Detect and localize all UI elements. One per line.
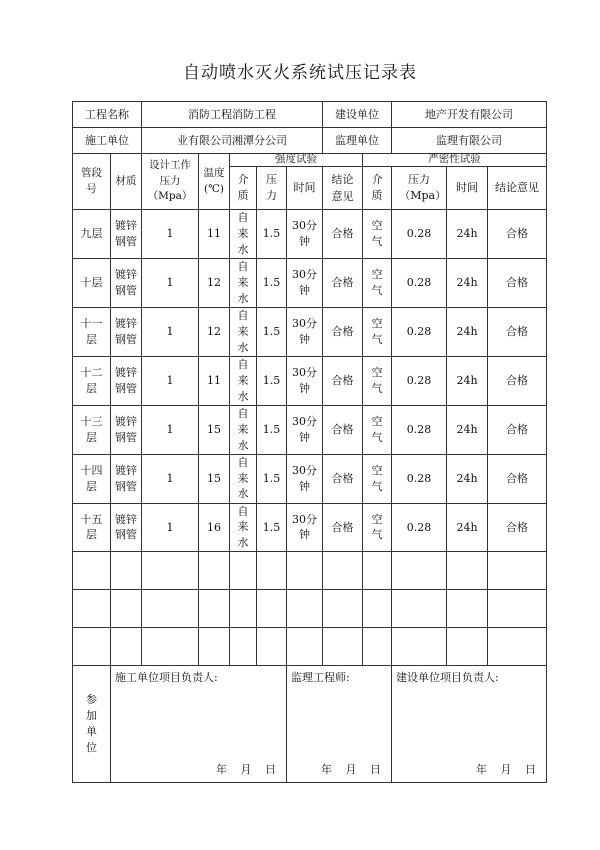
header-design-pressure-text: 设计工作压力（Mpa） — [147, 158, 193, 203]
empty-cell — [287, 628, 323, 666]
strength-pressure-cell: 1.5 — [257, 405, 287, 454]
empty-cell — [488, 590, 547, 628]
design-pressure-cell: 1 — [142, 356, 199, 405]
design-pressure-cell: 1 — [142, 405, 199, 454]
strength-medium-cell-text: 自来水 — [237, 308, 249, 354]
header-t-medium-text: 介质 — [371, 173, 383, 202]
tightness-pressure-cell: 0.28 — [392, 405, 447, 454]
segment-cell-text: 十四层 — [80, 463, 103, 493]
empty-cell — [287, 590, 323, 628]
project-name-value: 消防工程消防工程 — [142, 102, 323, 128]
tightness-medium-cell-text: 空气 — [371, 414, 383, 444]
segment-cell-text: 十三层 — [80, 414, 103, 444]
tightness-medium-cell — [363, 405, 392, 454]
strength-time-cell — [287, 503, 323, 552]
empty-cell — [199, 590, 230, 628]
strength-pressure-cell: 1.5 — [257, 503, 287, 552]
material-cell — [111, 405, 142, 454]
tightness-conclusion-cell: 合格 — [488, 454, 547, 503]
participants-label — [73, 666, 111, 783]
tightness-time-cell: 24h — [447, 405, 488, 454]
empty-cell — [392, 552, 447, 590]
material-cell — [111, 258, 142, 307]
tightness-medium-cell-text: 空气 — [371, 218, 383, 248]
material-cell-text: 镀锌钢管 — [115, 463, 137, 493]
tightness-medium-cell — [363, 503, 392, 552]
empty-cell — [230, 628, 257, 666]
supervisor-signature-label: 监理工程师: — [291, 671, 350, 685]
segment-cell — [73, 405, 111, 454]
empty-cell — [230, 552, 257, 590]
strength-time-cell-text: 30分钟 — [292, 316, 317, 346]
tightness-conclusion-cell: 合格 — [488, 356, 547, 405]
empty-row — [73, 590, 547, 628]
header-t-pressure — [392, 167, 447, 210]
design-pressure-cell: 1 — [142, 210, 199, 259]
empty-cell — [142, 590, 199, 628]
strength-time-cell-text: 30分钟 — [292, 365, 317, 395]
supervisor-signature-date: 年 月 日 — [321, 763, 382, 777]
header-s-pressure-text: 压力 — [266, 173, 277, 202]
strength-conclusion-cell: 合格 — [323, 405, 363, 454]
strength-medium-cell-text: 自来水 — [237, 357, 249, 403]
empty-cell — [323, 628, 363, 666]
temperature-cell: 11 — [199, 210, 230, 259]
tightness-medium-cell-text: 空气 — [371, 463, 383, 493]
tightness-time-cell: 24h — [447, 307, 488, 356]
strength-conclusion-cell: 合格 — [323, 307, 363, 356]
empty-cell — [363, 590, 392, 628]
segment-cell — [73, 356, 111, 405]
strength-pressure-cell: 1.5 — [257, 454, 287, 503]
segment-cell — [73, 210, 111, 259]
tightness-medium-cell-text: 空气 — [371, 267, 383, 297]
supervision-unit-label: 监理单位 — [323, 128, 392, 154]
construction-unit-label: 施工单位 — [73, 128, 142, 154]
empty-cell — [447, 628, 488, 666]
header-s-conclusion-text: 结论意见 — [331, 172, 354, 203]
tightness-conclusion-cell: 合格 — [488, 258, 547, 307]
participants-label-text: 参加单位 — [86, 693, 97, 755]
empty-cell — [142, 552, 199, 590]
temperature-cell: 16 — [199, 503, 230, 552]
build-lead-signature-label: 建设单位项目负责人: — [396, 671, 499, 685]
table-row — [73, 356, 547, 405]
tightness-medium-cell — [363, 210, 392, 259]
header-s-conclusion — [323, 167, 363, 210]
tightness-time-cell: 24h — [447, 356, 488, 405]
strength-time-cell-text: 30分钟 — [292, 218, 317, 248]
tightness-pressure-cell: 0.28 — [392, 307, 447, 356]
temperature-cell: 12 — [199, 307, 230, 356]
strength-pressure-cell: 1.5 — [257, 307, 287, 356]
header-design-pressure — [142, 154, 199, 210]
header-temperature-text: 温度(℃) — [203, 166, 225, 195]
strength-conclusion-cell: 合格 — [323, 454, 363, 503]
tightness-pressure-cell: 0.28 — [392, 454, 447, 503]
empty-cell — [287, 552, 323, 590]
tightness-medium-cell-text: 空气 — [371, 316, 383, 346]
header-material: 材质 — [111, 154, 142, 210]
header-t-pressure-text: 压力（Mpa） — [399, 172, 447, 202]
material-cell-text: 镀锌钢管 — [115, 316, 137, 346]
table-row — [73, 258, 547, 307]
empty-cell — [488, 552, 547, 590]
tightness-pressure-cell: 0.28 — [392, 210, 447, 259]
strength-time-cell — [287, 210, 323, 259]
table-row — [73, 210, 547, 259]
design-pressure-cell: 1 — [142, 258, 199, 307]
segment-cell-text: 十二层 — [80, 365, 103, 395]
tightness-medium-cell-text: 空气 — [371, 365, 383, 395]
empty-cell — [111, 628, 142, 666]
strength-pressure-cell: 1.5 — [257, 356, 287, 405]
tightness-conclusion-cell: 合格 — [488, 405, 547, 454]
tightness-pressure-cell: 0.28 — [392, 356, 447, 405]
material-cell-text: 镀锌钢管 — [115, 365, 137, 395]
strength-medium-cell — [230, 454, 257, 503]
tightness-medium-cell — [363, 258, 392, 307]
table-row — [73, 503, 547, 552]
header-s-medium — [230, 167, 257, 210]
tightness-pressure-cell: 0.28 — [392, 503, 447, 552]
header-tightness-test: 严密性试验 — [363, 154, 547, 167]
strength-pressure-cell: 1.5 — [257, 258, 287, 307]
strength-time-cell — [287, 307, 323, 356]
strength-medium-cell — [230, 307, 257, 356]
table-row — [73, 307, 547, 356]
build-unit-value: 地产开发有限公司 — [392, 102, 547, 128]
header-s-pressure — [257, 167, 287, 210]
material-cell-text: 镀锌钢管 — [115, 218, 137, 248]
construction-lead-signature-date: 年 月 日 — [216, 763, 276, 777]
tightness-medium-cell — [363, 307, 392, 356]
strength-medium-cell-text: 自来水 — [237, 259, 249, 305]
empty-cell — [142, 628, 199, 666]
empty-cell — [447, 590, 488, 628]
construction-lead-signature-label: 施工单位项目负责人: — [115, 671, 218, 685]
construction-lead-signature — [111, 666, 287, 783]
empty-cell — [111, 590, 142, 628]
empty-cell — [323, 590, 363, 628]
page-title: 自动喷水灭火系统试压记录表 — [183, 63, 417, 83]
strength-time-cell-text: 30分钟 — [292, 414, 317, 444]
empty-cell — [363, 552, 392, 590]
strength-medium-cell-text: 自来水 — [237, 455, 249, 501]
strength-medium-cell — [230, 356, 257, 405]
construction-unit-value: 业有限公司湘潭分公司 — [142, 128, 323, 154]
strength-time-cell-text: 30分钟 — [292, 267, 317, 297]
segment-cell — [73, 454, 111, 503]
header-row-1 — [73, 154, 547, 167]
info-row-project — [73, 102, 547, 128]
empty-cell — [392, 590, 447, 628]
strength-medium-cell-text: 自来水 — [237, 504, 249, 550]
strength-conclusion-cell: 合格 — [323, 356, 363, 405]
segment-cell — [73, 307, 111, 356]
segment-cell-text: 十层 — [80, 276, 103, 290]
header-s-medium-text: 介质 — [237, 173, 249, 202]
strength-time-cell-text: 30分钟 — [292, 512, 317, 542]
pressure-test-table — [72, 101, 547, 783]
material-cell — [111, 356, 142, 405]
strength-pressure-cell: 1.5 — [257, 210, 287, 259]
strength-conclusion-cell: 合格 — [323, 210, 363, 259]
tightness-time-cell: 24h — [447, 454, 488, 503]
info-row-construction — [73, 128, 547, 154]
strength-time-cell — [287, 258, 323, 307]
supervisor-signature — [287, 666, 392, 783]
strength-medium-cell-text: 自来水 — [237, 211, 249, 256]
header-s-time: 时间 — [287, 167, 323, 210]
strength-medium-cell — [230, 258, 257, 307]
design-pressure-cell: 1 — [142, 503, 199, 552]
tightness-medium-cell — [363, 454, 392, 503]
strength-time-cell-text: 30分钟 — [292, 463, 317, 493]
build-unit-label: 建设单位 — [323, 102, 392, 128]
tightness-conclusion-cell: 合格 — [488, 503, 547, 552]
material-cell — [111, 503, 142, 552]
strength-time-cell — [287, 405, 323, 454]
build-lead-signature — [392, 666, 547, 783]
tightness-time-cell: 24h — [447, 258, 488, 307]
temperature-cell: 15 — [199, 454, 230, 503]
empty-cell — [257, 552, 287, 590]
header-t-time: 时间 — [447, 167, 488, 210]
empty-cell — [230, 590, 257, 628]
segment-cell — [73, 503, 111, 552]
design-pressure-cell: 1 — [142, 454, 199, 503]
project-name-label: 工程名称 — [73, 102, 142, 128]
empty-cell — [257, 590, 287, 628]
build-lead-signature-date: 年 月 日 — [476, 763, 537, 777]
temperature-cell: 15 — [199, 405, 230, 454]
tightness-medium-cell-text: 空气 — [371, 512, 383, 542]
empty-row — [73, 552, 547, 590]
strength-medium-cell — [230, 503, 257, 552]
empty-cell — [447, 552, 488, 590]
material-cell — [111, 307, 142, 356]
strength-medium-cell — [230, 210, 257, 259]
material-cell-text: 镀锌钢管 — [115, 512, 137, 542]
supervision-unit-value: 监理有限公司 — [392, 128, 547, 154]
tightness-medium-cell — [363, 356, 392, 405]
material-cell-text: 镀锌钢管 — [115, 414, 137, 444]
empty-cell — [392, 628, 447, 666]
empty-cell — [73, 590, 111, 628]
tightness-conclusion-cell: 合格 — [488, 210, 547, 259]
table-row — [73, 454, 547, 503]
tightness-time-cell: 24h — [447, 210, 488, 259]
strength-medium-cell-text: 自来水 — [237, 406, 249, 452]
empty-cell — [363, 628, 392, 666]
strength-conclusion-cell: 合格 — [323, 258, 363, 307]
header-strength-test: 强度试验 — [230, 154, 363, 167]
tightness-pressure-cell: 0.28 — [392, 258, 447, 307]
empty-cell — [73, 628, 111, 666]
material-cell — [111, 210, 142, 259]
empty-cell — [488, 628, 547, 666]
empty-cell — [73, 552, 111, 590]
material-cell — [111, 454, 142, 503]
temperature-cell: 11 — [199, 356, 230, 405]
strength-time-cell — [287, 454, 323, 503]
strength-medium-cell — [230, 405, 257, 454]
tightness-time-cell: 24h — [447, 503, 488, 552]
empty-cell — [111, 552, 142, 590]
header-segment-text: 管段号 — [81, 167, 102, 195]
empty-cell — [323, 552, 363, 590]
segment-cell-text: 十一层 — [80, 316, 103, 346]
tightness-conclusion-cell: 合格 — [488, 307, 547, 356]
strength-time-cell — [287, 356, 323, 405]
strength-conclusion-cell: 合格 — [323, 503, 363, 552]
signature-row — [73, 666, 547, 783]
header-t-conclusion: 结论意见 — [488, 167, 547, 210]
header-segment — [73, 154, 111, 210]
design-pressure-cell: 1 — [142, 307, 199, 356]
material-cell-text: 镀锌钢管 — [115, 267, 137, 297]
empty-cell — [257, 628, 287, 666]
segment-cell-text: 九层 — [80, 227, 103, 241]
empty-cell — [199, 552, 230, 590]
empty-row — [73, 628, 547, 666]
temperature-cell: 12 — [199, 258, 230, 307]
header-temperature — [199, 154, 230, 210]
header-t-medium — [363, 167, 392, 210]
segment-cell — [73, 258, 111, 307]
table-row — [73, 405, 547, 454]
empty-cell — [199, 628, 230, 666]
segment-cell-text: 十五层 — [80, 512, 103, 542]
